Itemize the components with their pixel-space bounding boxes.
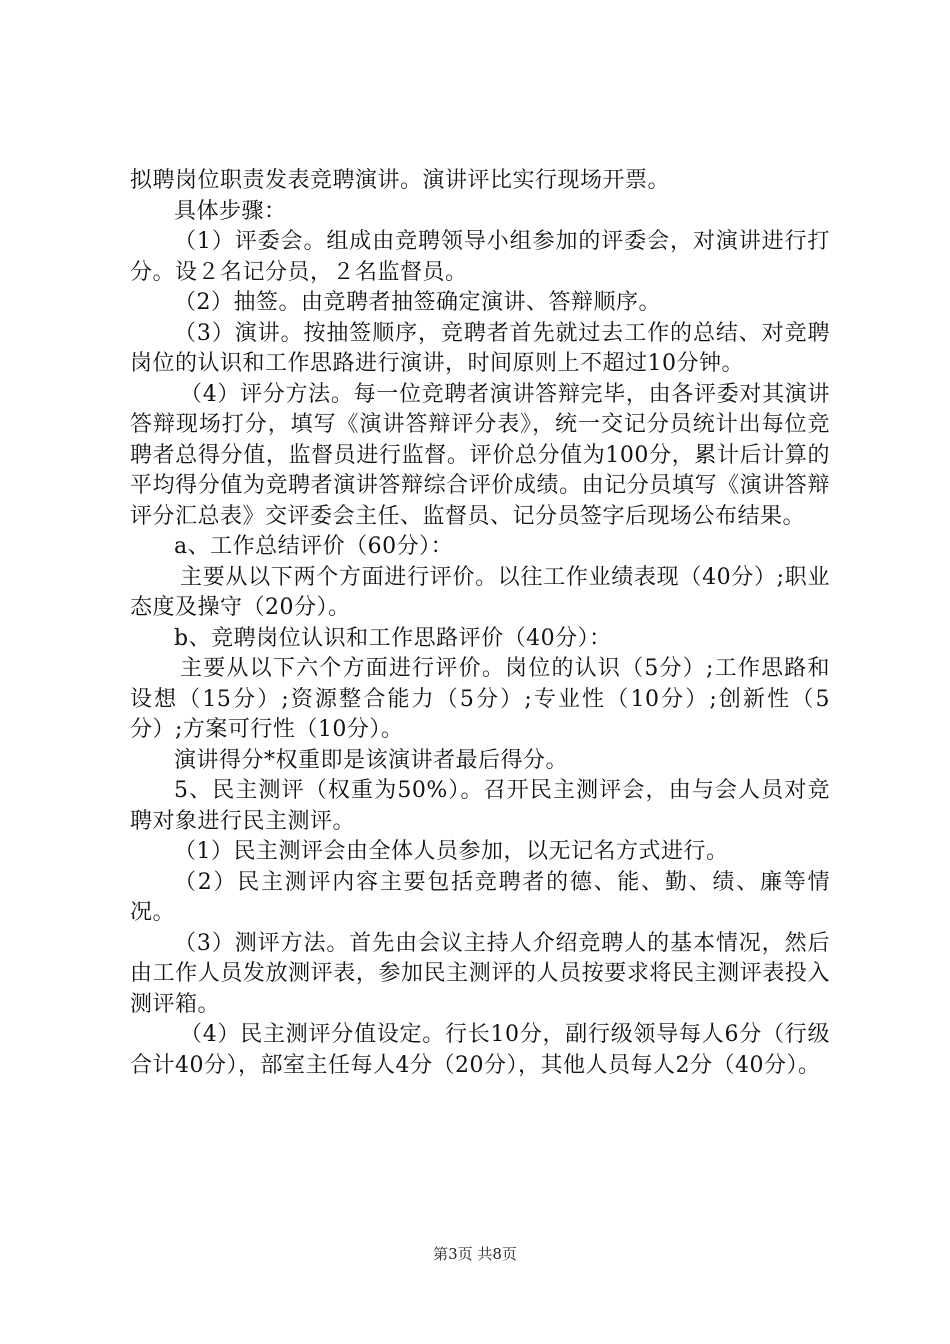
- paragraph: 主要从以下两个方面进行评价。以往工作业绩表现（40分）;职业态度及操守（20分）。: [130, 564, 830, 620]
- document-body: [130, 166, 830, 1081]
- paragraph: 演讲得分*权重即是该演讲者最后得分。: [174, 747, 569, 773]
- page-footer: 第3页 共8页: [433, 1245, 517, 1263]
- paragraph: b、竞聘岗位认识和工作思路评价（40分）：: [174, 625, 612, 651]
- paragraph: （3）测评方法。首先由会议主持人介绍竞聘人的基本情况，然后由工作人员发放测评表，参加民主测评的人员按要求将民主测评表投入测评箱。: [130, 930, 830, 1017]
- paragraph: （3）演讲。按抽签顺序，竞聘者首先就过去工作的总结、对竞聘岗位的认识和工作思路进行演讲，时间原则上不超过10分钟。: [130, 320, 830, 376]
- paragraph: 5、民主测评（权重为50%）。召开民主测评会，由与会人员对竞聘对象进行民主测评。: [130, 778, 830, 834]
- paragraph: （1）民主测评会由全体人员参加，以无记名方式进行。: [174, 839, 729, 864]
- paragraph: （4）评分方法。每一位竞聘者演讲答辩完毕，由各评委对其演讲答辩现场打分，填写《演讲答辩评分表》，统一交记分员统计出每位竞聘者总得分值，监督员进行监督。评价总分值为100分，累计后计算的平均得分值为竞聘者演讲答辩综合评价成绩。由记分员填写《演讲答辩评分汇总表》交评委会主任、监督员、记分员签字后现场公布结果。: [130, 381, 830, 529]
- paragraph: （2）抽签。由竞聘者抽签确定演讲、答辩顺序。: [174, 290, 661, 315]
- paragraph: （4）民主测评分值设定。行长10分，副行级领导每人6分（行级合计40分），部室主任每人4分（20分），其他人员每人2分（40分）。: [130, 1022, 830, 1078]
- paragraph: （2）民主测评内容主要包括竞聘者的德、能、勤、绩、廉等情况。: [130, 869, 830, 925]
- paragraph: 拟聘岗位职责发表竞聘演讲。演讲评比实行现场开票。: [130, 168, 671, 193]
- paragraph: a、工作总结评价（60分）：: [174, 534, 454, 559]
- paragraph: 主要从以下六个方面进行评价。岗位的认识（5分）;工作思路和设想（15分）;资源整合能力（5分）;专业性（10分）;创新性（5分）;方案可行性（10分）。: [130, 656, 830, 742]
- paragraph: （1）评委会。组成由竞聘领导小组参加的评委会，对演讲进行打分。设２名记分员，２名监督员。: [130, 229, 830, 285]
- paragraph: 具体步骤：: [174, 198, 287, 224]
